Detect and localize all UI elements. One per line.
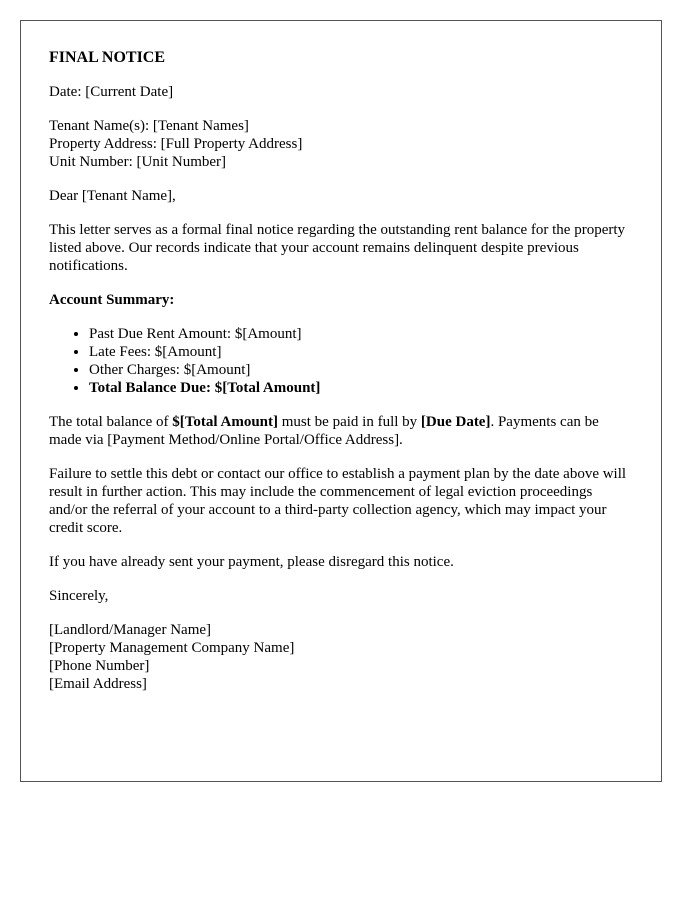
disregard-paragraph: If you have already sent your payment, please disregard this notice.: [49, 554, 454, 570]
signature-email: [Email Address]: [49, 676, 147, 692]
warning-paragraph: Failure to settle this debt or contact our office to establish a payment plan by the date above will result in further action. This may include the commencement of legal eviction proceedings and/or the referral of your account to a third-party collection agency, which may impact your credit score.: [49, 466, 627, 536]
summary-item-total-balance: • Total Balance Due: $[Total Amount]: [89, 379, 633, 397]
signature-company-name: [Property Management Company Name]: [49, 640, 295, 656]
signature-manager-name: [Landlord/Manager Name]: [49, 622, 212, 638]
account-summary-list: [49, 325, 633, 397]
payment-paragraph: [49, 413, 633, 449]
account-summary-heading: Account Summary:: [49, 292, 175, 308]
unit-number-line: Unit Number: [Unit Number]: [49, 154, 227, 170]
signature-block: [49, 621, 633, 693]
intro-paragraph: This letter serves as a formal final notice regarding the outstanding rent balance for the property listed above. Our records indicate that your account remains delinquent despite previous notifications.: [49, 222, 626, 274]
payment-text-part1: The total balance of: [49, 414, 173, 430]
signature-phone: [Phone Number]: [49, 658, 150, 674]
payment-due-date: [Due Date]: [420, 414, 491, 430]
payment-text-part3: . Payments can be made via [Payment Method/Online Portal/Office Address].: [49, 414, 599, 448]
payment-text-part2: must be paid in full by: [278, 414, 421, 430]
notice-title: FINAL NOTICE: [49, 49, 166, 66]
tenant-names-line: Tenant Name(s): [Tenant Names]: [49, 118, 249, 134]
summary-item-late-fees: • Late Fees: $[Amount]: [89, 343, 633, 361]
property-address-line: Property Address: [Full Property Address]: [49, 136, 303, 152]
summary-item-past-due-rent: • Past Due Rent Amount: $[Amount]: [89, 325, 633, 343]
closing-line: Sincerely,: [49, 588, 109, 604]
salutation: Dear [Tenant Name],: [49, 188, 176, 204]
notice-letter: [20, 20, 662, 782]
tenant-info-block: [49, 117, 633, 171]
date-line: Date: [Current Date]: [49, 84, 174, 100]
summary-item-other-charges: • Other Charges: $[Amount]: [89, 361, 633, 379]
payment-total-amount: $[Total Amount]: [172, 414, 278, 430]
